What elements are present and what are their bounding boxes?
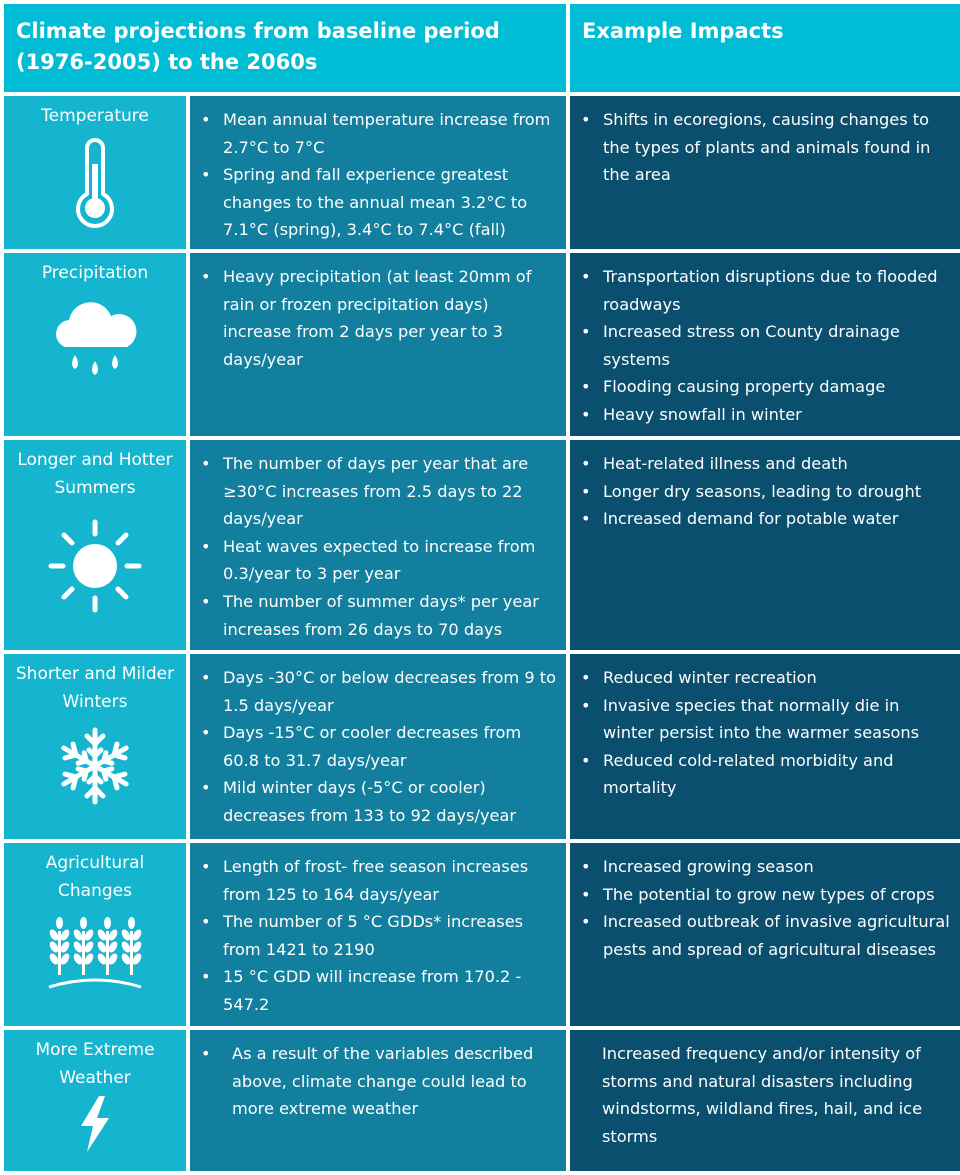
- impact-item: • Longer dry seasons, leading to drought: [578, 478, 952, 506]
- category-label: Shorter and Milder Winters: [15, 664, 175, 712]
- projection-item: • Length of frost- free season increases from 125 to 164 days/year: [198, 853, 558, 908]
- projection-item: • Days -15°C or cooler decreases from 60.8 to 31.7 days/year: [198, 719, 558, 774]
- impact-item: • Flooding causing property damage: [578, 373, 952, 401]
- impact-item: • Invasive species that normally die in winter persist into the warmer seasons: [578, 692, 952, 747]
- category-label: Longer and Hotter Summers: [17, 450, 173, 498]
- impact-item: • Transportation disruptions due to flooded roadways: [578, 263, 952, 318]
- projections-temperature: [190, 96, 566, 249]
- projections-summers: [190, 440, 566, 650]
- projections-winters: [190, 654, 566, 839]
- projection-item: • Mean annual temperature increase from 2.7°C to 7°C: [198, 106, 558, 161]
- category-agricultural: [4, 843, 186, 1026]
- projections-agricultural: [190, 843, 566, 1026]
- projection-item: • The number of summer days* per year increases from 26 days to 70 days: [198, 588, 558, 643]
- header-impacts: [570, 4, 960, 92]
- category-summers: [4, 440, 186, 650]
- projections-extreme-weather: [190, 1030, 566, 1171]
- projection-item: • Heat waves expected to increase from 0.3/year to 3 per year: [198, 533, 558, 588]
- projection-item: • The number of 5 °C GDDs* increases from 1421 to 2190: [198, 908, 558, 963]
- impacts-summers: [570, 440, 960, 650]
- projection-item: • Days -30°C or below decreases from 9 to 1.5 days/year: [198, 664, 558, 719]
- impact-item: • Shifts in ecoregions, causing changes to the types of plants and animals found in the area: [578, 106, 952, 189]
- category-label: Agricultural Changes: [45, 853, 145, 901]
- category-label: Temperature: [41, 106, 149, 126]
- impact-text: Increased frequency and/or intensity of storms and natural disasters including windstorms, wildland fires, hail, and ice storms: [602, 1044, 923, 1146]
- projection-item: • Spring and fall experience greatest changes to the annual mean 3.2°C to 7.1°C (spring), 3.4°C to 7.4°C (fall): [198, 161, 558, 244]
- wheat-icon: [47, 911, 143, 991]
- category-winters: [4, 654, 186, 839]
- impacts-temperature: [570, 96, 960, 249]
- projection-item: • As a result of the variables described above, climate change could lead to more extreme weather: [198, 1040, 558, 1123]
- projection-item: • The number of days per year that are ≥30°C increases from 2.5 days to 22 days/year: [198, 450, 558, 533]
- projection-item: • 15 °C GDD will increase from 170.2 - 547.2: [198, 963, 558, 1018]
- lightning-icon: [75, 1096, 115, 1152]
- impacts-agricultural: [570, 843, 960, 1026]
- impacts-precipitation: [570, 253, 960, 436]
- impacts-extreme-weather: [570, 1030, 960, 1171]
- impact-item: • Reduced cold-related morbidity and mortality: [578, 747, 952, 802]
- projection-item: • Heavy precipitation (at least 20mm of rain or frozen precipitation days) increase from 2 days per year to 3 days/year: [198, 263, 558, 373]
- impact-item: • Heat-related illness and death: [578, 450, 952, 478]
- impact-item: • Increased growing season: [578, 853, 952, 881]
- impact-item: • Increased stress on County drainage systems: [578, 318, 952, 373]
- impact-item: • Heavy snowfall in winter: [578, 401, 952, 429]
- header-projections-text: Climate projections from baseline period (1976-2005) to the 2060s: [16, 19, 500, 74]
- category-label: Precipitation: [41, 263, 149, 283]
- sun-icon: [45, 516, 145, 616]
- impact-item: • The potential to grow new types of crops: [578, 881, 952, 909]
- category-label: More Extreme Weather: [35, 1040, 155, 1088]
- rain-cloud-icon: [45, 299, 145, 389]
- impact-item: • Increased outbreak of invasive agricultural pests and spread of agricultural diseases: [578, 908, 952, 963]
- header-impacts-text: Example Impacts: [582, 19, 784, 43]
- projections-precipitation: [190, 253, 566, 436]
- impact-item: • Increased demand for potable water: [578, 505, 952, 533]
- category-precipitation: [4, 253, 186, 436]
- projection-item: • Mild winter days (-5°C or cooler) decreases from 133 to 92 days/year: [198, 774, 558, 829]
- impacts-winters: [570, 654, 960, 839]
- snowflake-icon: [55, 726, 135, 806]
- impact-item: • Reduced winter recreation: [578, 664, 952, 692]
- thermometer-icon: [65, 134, 125, 234]
- category-extreme-weather: [4, 1030, 186, 1171]
- header-projections: [4, 4, 566, 92]
- category-temperature: [4, 96, 186, 249]
